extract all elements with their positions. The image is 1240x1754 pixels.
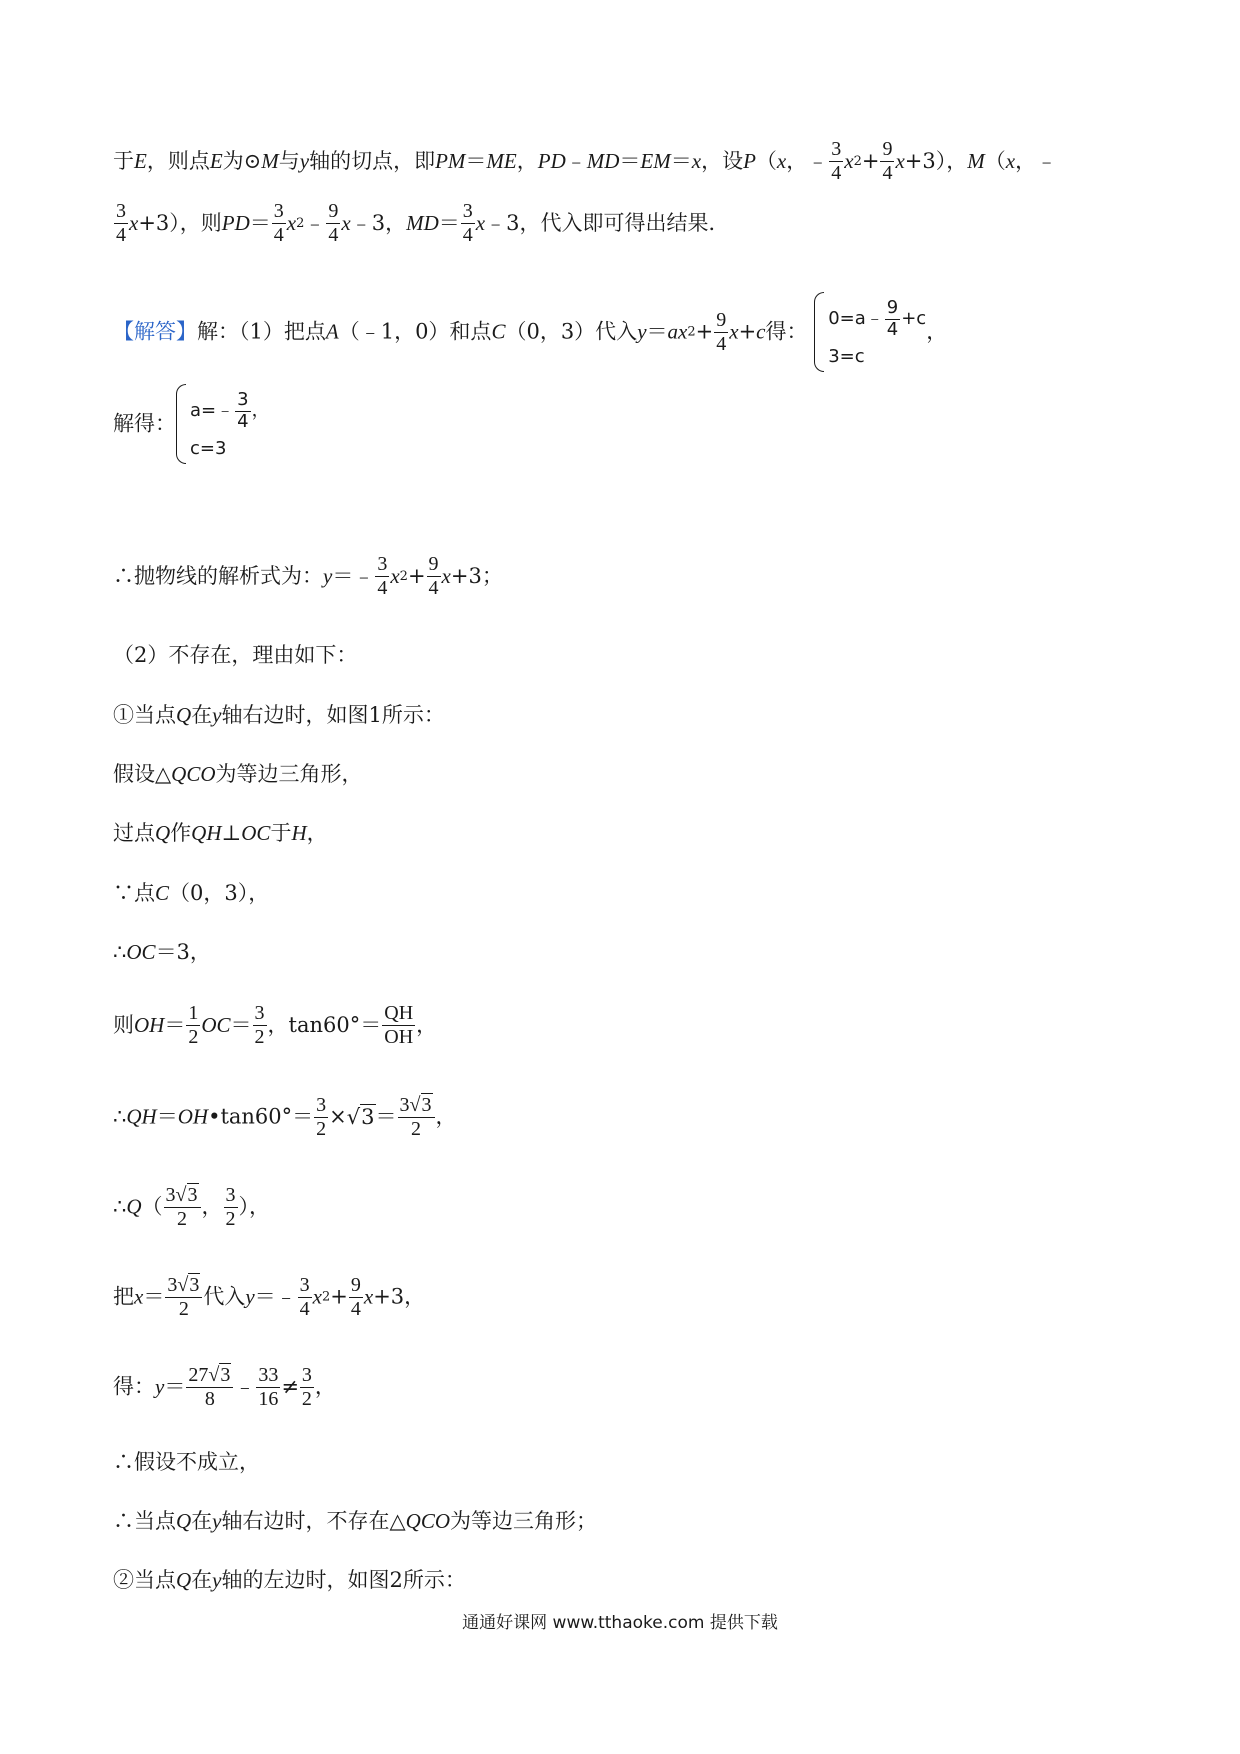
solution-line-14: 得：y＝ $\frac{27√3}{8}$ ﹣ $\frac{33}{16}$ ≠ $\frac{3}{2}$ ， xyxy=(113,1363,336,1411)
solution-tag: 【解答】 xyxy=(113,319,197,344)
solution-line-13: 把x＝ $\frac{3√3}{2}$ 代入y＝﹣ $\frac{3}{4}$ x2+ $\frac{9}{4}$ x+3， xyxy=(113,1273,426,1321)
left-brace-icon xyxy=(176,384,186,464)
solution-line-6: 假设△QCO为等边三角形， xyxy=(113,762,363,786)
fraction: $\frac{3}{4}$ xyxy=(116,200,126,246)
solution-line-15: ∴假设不成立， xyxy=(113,1450,260,1474)
fraction: $\frac{9}{4}$ xyxy=(882,138,893,184)
page-footer: 通通好课网 www.tthaoke.com 提供下载 xyxy=(462,1613,778,1633)
fraction: $\frac{3}{4}$ xyxy=(831,138,842,184)
analysis-line-1: 于E，则点E为⊙M与y轴的切点，即PM＝ME，PD﹣MD＝EM＝x，设P（x，﹣ $\frac{3}{4}$ x2+ $\frac{9}{4}$ x+3），M（x，﹣ xyxy=(113,138,1058,184)
analysis-line-2: $\frac{3}{4}$ x+3），则PD＝ $\frac{3}{4}$ x2﹣ $\frac{9}{4}$ x﹣3，MD＝ $\frac{3}{4}$ x﹣3，代入即可得出结果． xyxy=(116,200,730,246)
solution-line-3: ∴抛物线的解析式为：y＝﹣ $\frac{3}{4}$ x2+ $\frac{9}{4}$ x+3； xyxy=(113,553,503,599)
solution-line-9: ∴OC＝3， xyxy=(113,940,211,964)
solution-line-10: 则OH＝ $\frac{1}{2}$ OC＝ $\frac{3}{2}$ ，tan60°＝ $\frac{QH}{OH}$ ， xyxy=(113,1002,438,1048)
solution-line-8: ∵点C（0，3）， xyxy=(113,881,270,905)
equation-system: a=﹣ $\frac{3}{4}$ ， c=3 xyxy=(176,382,270,466)
solution-line-17: ②当点Q在y轴的左边时，如图2所示： xyxy=(113,1568,466,1592)
solution-line-4: （2）不存在，理由如下： xyxy=(113,643,358,667)
solution-line-1: 【解答】解：（1）把点A（﹣1，0）和点C（0，3）代入y＝ax2+ $\frac{9}{4}$ x+c得： 0=a﹣ $\frac{9}{4}$ +c 3=c ， xyxy=(113,290,1127,374)
equation-system: 0=a﹣ $\frac{9}{4}$ +c 3=c xyxy=(814,290,926,374)
solution-line-7: 过点Q作QH⊥OC于H， xyxy=(113,821,328,845)
solution-line-16: ∴当点Q在y轴右边时，不存在△QCO为等边三角形； xyxy=(113,1509,597,1533)
fraction: $\frac{9}{4}$ xyxy=(716,308,727,355)
solution-line-12: ∴Q（ $\frac{3√3}{2}$ ， $\frac{3}{2}$ ）， xyxy=(113,1183,271,1231)
solution-line-5: ①当点Q在y轴右边时，如图1所示： xyxy=(113,703,445,727)
fraction: $\frac{3}{4}$ xyxy=(462,200,473,246)
left-brace-icon xyxy=(814,292,824,372)
solution-line-2: 解得： a=﹣ $\frac{3}{4}$ ， c=3 xyxy=(113,382,1127,466)
solution-line-11: ∴QH＝OH•tan60°＝ $\frac{3}{2}$ ×√3＝ $\frac{3√3}{2}$ ， xyxy=(113,1093,457,1141)
square-root: √3 xyxy=(346,1105,375,1130)
fraction: $\frac{9}{4}$ xyxy=(328,200,339,246)
fraction: $\frac{3}{4}$ xyxy=(273,200,284,246)
